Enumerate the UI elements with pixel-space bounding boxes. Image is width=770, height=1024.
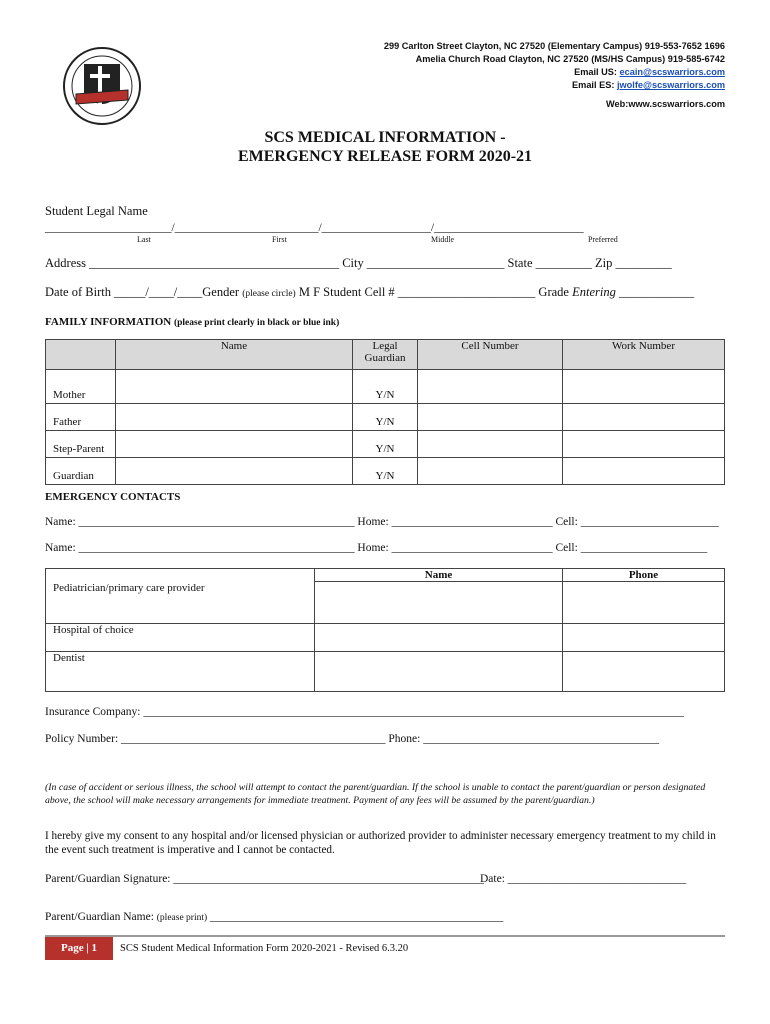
pediatrician-name[interactable] (315, 582, 563, 624)
row-label: Mother (46, 370, 116, 404)
please-print-note: (please print) (156, 913, 208, 923)
table-row (46, 431, 725, 458)
row-label: Dentist (46, 652, 315, 692)
guardian-yn[interactable]: Y/N (353, 404, 418, 431)
table-row (46, 404, 725, 431)
address-elementary: 299 Carlton Street Clayton, NC 27520 (Elementary Campus) 919-553-7652 1696 (383, 41, 725, 51)
providers-header (46, 569, 725, 582)
row-label: Step-Parent (46, 431, 116, 458)
mother-name-cell[interactable] (116, 370, 353, 404)
family-table-header (46, 340, 725, 370)
insurance-company-field[interactable]: Insurance Company: ______________________________________________________________________________________________ (45, 706, 684, 718)
preferred-label: Preferred (588, 235, 618, 244)
header-blank (46, 340, 116, 370)
emergency-contacts-heading: EMERGENCY CONTACTS (45, 491, 181, 503)
student-legal-name-label: Student Legal Name (45, 204, 148, 218)
guardian-work-number[interactable] (563, 458, 725, 485)
student-name-field[interactable]: ______________________/_________________________/___________________/__________________________ (45, 222, 584, 234)
form-title (0, 128, 770, 166)
row-label: Pediatrician/primary care provider (46, 582, 315, 624)
pediatrician-phone[interactable] (563, 582, 725, 624)
email-es-label: Email ES: (572, 80, 615, 90)
hospital-name[interactable] (315, 624, 563, 652)
dentist-name[interactable] (315, 652, 563, 692)
header-name: Name (116, 340, 353, 370)
emergency-notice: (In case of accident or serious illness, the school will attempt to contact the parent/guardian. If the school is unable to contact the parent/guardian or person designated above, the school will make necessary arrangements for immediate treatment. Payment of any fees will be assumed by the parent/guardian.) (45, 782, 706, 806)
header-work-number: Work Number (563, 340, 725, 370)
title-line-1: SCS MEDICAL INFORMATION - (264, 129, 506, 146)
guardian-yn[interactable]: Y/N (353, 431, 418, 458)
providers-table (45, 568, 725, 692)
header-contact (384, 40, 725, 111)
providers-col-phone: Phone (563, 569, 725, 582)
father-cell-number[interactable] (418, 404, 563, 431)
header-legal-guardian: Legal Guardian (353, 340, 418, 370)
table-row (46, 624, 725, 652)
mother-work-number[interactable] (563, 370, 725, 404)
guardian-cell-number[interactable] (418, 458, 563, 485)
footer-divider (45, 935, 725, 937)
table-row (46, 370, 725, 404)
policy-number-field[interactable]: Policy Number: ______________________________________________ Phone: _________________________________________ (45, 733, 659, 745)
parent-name-blank: ___________________________________________________ (207, 911, 504, 923)
please-circle-note: (please circle) (242, 289, 296, 299)
parent-signature-field[interactable]: Parent/Guardian Signature: ______________________________________________________ (45, 873, 484, 885)
step-parent-cell-number[interactable] (418, 431, 563, 458)
family-note: (please print clearly in black or blue ink) (173, 318, 340, 328)
website: Web:www.scswarriors.com (606, 99, 725, 109)
table-row (46, 652, 725, 692)
address-ms-hs: Amelia Church Road Clayton, NC 27520 (MS/HS Campus) 919-585-6742 (415, 54, 725, 64)
parent-name-label: Parent/Guardian Name: (45, 911, 154, 923)
email-es-line (384, 79, 725, 92)
school-logo (62, 44, 142, 128)
step-parent-name-cell[interactable] (116, 431, 353, 458)
dob-label: Date of Birth _____/____/____Gender (45, 285, 240, 299)
dob-gender-cell-grade[interactable] (45, 285, 694, 300)
row-label: Hospital of choice (46, 624, 315, 652)
first-label: First (272, 235, 287, 244)
middle-label: Middle (431, 235, 455, 244)
last-label: Last (137, 235, 151, 244)
title-line-2: EMERGENCY RELEASE FORM 2020-21 (237, 148, 533, 165)
step-parent-work-number[interactable] (563, 431, 725, 458)
cell-grade-label: M F Student Cell # ______________________ Grade (295, 285, 569, 299)
entering-label: Entering (572, 285, 616, 299)
email-us-label: Email US: (574, 67, 617, 77)
page-number-badge: Page | 1 (45, 937, 113, 960)
grade-blank: ____________ (615, 285, 694, 299)
row-label: Guardian (46, 458, 116, 485)
address-field[interactable]: Address ________________________________________ City ______________________ State _________ Zip _________ (45, 256, 672, 270)
row-label: Father (46, 404, 116, 431)
providers-col-name: Name (315, 569, 563, 582)
consent-statement: I hereby give my consent to any hospital and/or licensed physician or authorized provider to administer necessary emergency treatment to my child in the event such treatment is imperative and I cannot be contacted. (45, 830, 716, 856)
table-row (46, 458, 725, 485)
dentist-phone[interactable] (563, 652, 725, 692)
family-heading: FAMILY INFORMATION (45, 316, 172, 328)
family-info-heading (45, 316, 339, 328)
parent-name-field[interactable] (45, 911, 503, 923)
table-row (46, 582, 725, 624)
providers-header-blank (46, 569, 315, 582)
footer-text: SCS Student Medical Information Form 2020-2021 - Revised 6.3.20 (120, 943, 409, 954)
guardian-yn[interactable]: Y/N (353, 458, 418, 485)
emergency-contact-1[interactable]: Name: ________________________________________________ Home: ____________________________ Cell: ________________________ (45, 516, 719, 528)
mother-cell-number[interactable] (418, 370, 563, 404)
header-cell-number: Cell Number (418, 340, 563, 370)
father-name-cell[interactable] (116, 404, 353, 431)
guardian-name-cell[interactable] (116, 458, 353, 485)
emergency-contact-2[interactable]: Name: ________________________________________________ Home: ____________________________ Cell: ______________________ (45, 542, 708, 554)
hospital-phone[interactable] (563, 624, 725, 652)
email-us-line (384, 66, 725, 79)
email-es-link[interactable]: jwolfe@scswarriors.com (616, 80, 725, 90)
email-us-link[interactable]: ecain@scswarriors.com (619, 67, 725, 77)
father-work-number[interactable] (563, 404, 725, 431)
date-field[interactable]: Date: _______________________________ (480, 873, 687, 885)
family-table (45, 339, 725, 485)
guardian-yn[interactable]: Y/N (353, 370, 418, 404)
